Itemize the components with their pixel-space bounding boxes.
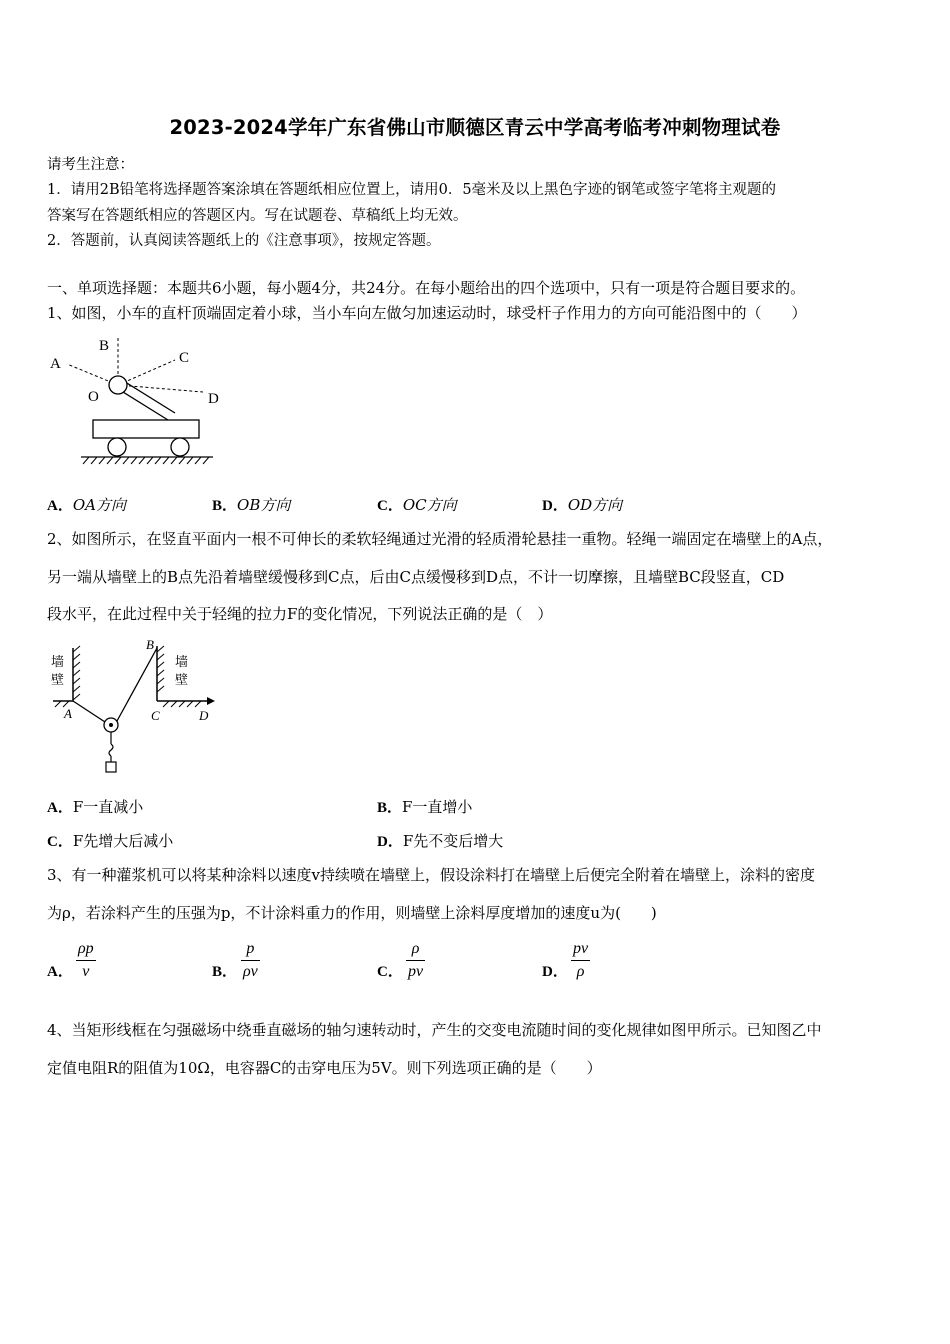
q1-option-b[interactable]: B．OB方向 xyxy=(212,496,291,514)
section-heading: 一、单项选择题：本题共6小题，每小题4分，共24分。在每小题给出的四个选项中，只有一项是符合题目要求的。 xyxy=(47,279,806,297)
q3-line-1: 3、有一种灌浆机可以将某种涂料以速度v持续喷在墙壁上，假设涂料打在墙壁上后便完全附着在墙壁上，涂料的密度 xyxy=(47,866,816,884)
q3-option-b[interactable]: B． xyxy=(212,964,238,980)
q2-label-c: C xyxy=(151,708,160,723)
q1-stem: 1、如图，小车的直杆顶端固定着小球，当小车向左做匀加速运动时，球受杆子作用力的方向可能沿图中的（ ） xyxy=(47,304,807,322)
q2-line-1: 2、如图所示，在竖直平面内一根不可伸长的柔软轻绳通过光滑的轻质滑轮悬挂一重物。轻绳一端固定在墙壁上的A点， xyxy=(47,530,833,548)
notice-heading: 请考生注意： xyxy=(47,157,134,173)
q1-option-a[interactable]: A．OA方向 xyxy=(47,496,126,514)
q1-label-d: D xyxy=(208,391,219,407)
q2-wall2-label-top: 墙 xyxy=(175,654,189,669)
q1-label-o: O xyxy=(88,389,99,405)
q2-pulley-figure xyxy=(45,636,220,776)
q3-option-a-fraction: ρp v xyxy=(78,940,94,980)
q2-option-b[interactable]: B．F一直增小 xyxy=(377,798,473,816)
q2-line-2: 另一端从墙壁上的B点先沿着墙壁缓慢移到C点，后由C点缓慢移到D点，不计一切摩擦，且墙壁BC段竖直，CD xyxy=(47,568,785,586)
q3-option-b-fraction: p ρv xyxy=(243,940,258,980)
notice-line-2: 2．答题前，认真阅读答题纸上的《注意事项》，按规定答题。 xyxy=(47,233,441,249)
q2-option-a[interactable]: A．F一直减小 xyxy=(47,798,144,816)
q4-line-2: 定值电阻R的阻值为10Ω，电容器C的击穿电压为5V。则下列选项正确的是（ ） xyxy=(47,1059,602,1077)
q3-option-a[interactable]: A． xyxy=(47,964,73,980)
q2-label-b: B xyxy=(146,637,154,652)
q2-label-a: A xyxy=(64,706,72,721)
page-title: 2023-2024学年广东省佛山市顺德区青云中学高考临考冲刺物理试卷 xyxy=(169,116,781,139)
q3-option-d[interactable]: D． xyxy=(542,964,568,980)
q1-label-a: A xyxy=(50,356,61,372)
q1-label-b: B xyxy=(99,338,110,354)
q2-wall2-label-bottom: 壁 xyxy=(175,672,189,687)
q1-label-c: C xyxy=(179,350,190,366)
q2-option-c[interactable]: C．F先增大后减小 xyxy=(47,832,174,850)
notice-line-1b: 答案写在答题纸相应的答题区内。写在试题卷、草稿纸上均无效。 xyxy=(47,208,468,224)
q2-line-3: 段水平，在此过程中关于轻绳的拉力F的变化情况，下列说法正确的是（ ） xyxy=(47,605,553,623)
q2-wall1-label-top: 墙 xyxy=(51,654,65,669)
q4-line-1: 4、当矩形线框在匀强磁场中绕垂直磁场的轴匀速转动时，产生的交变电流随时间的变化规律如图甲所示。已知图乙中 xyxy=(47,1021,822,1039)
q2-label-d: D xyxy=(199,708,209,723)
q1-cart-figure xyxy=(45,330,220,470)
q3-option-c-fraction: ρ pv xyxy=(408,940,424,980)
q3-option-d-fraction: pv ρ xyxy=(573,940,589,980)
q3-line-2: 为ρ，若涂料产生的压强为p，不计涂料重力的作用，则墙壁上涂料厚度增加的速度u为( ) xyxy=(47,904,657,922)
q1-option-c[interactable]: C．OC方向 xyxy=(377,496,457,514)
q1-option-d[interactable]: D．OD方向 xyxy=(542,496,623,514)
q2-wall1-label-bottom: 壁 xyxy=(51,672,65,687)
notice-line-1: 1．请用2B铅笔将选择题答案涂填在答题纸相应位置上，请用0．5毫米及以上黑色字迹的钢笔或签字笔将主观题的 xyxy=(47,182,777,198)
q3-option-c[interactable]: C． xyxy=(377,964,403,980)
q2-option-d[interactable]: D．F先不变后增大 xyxy=(377,832,504,850)
